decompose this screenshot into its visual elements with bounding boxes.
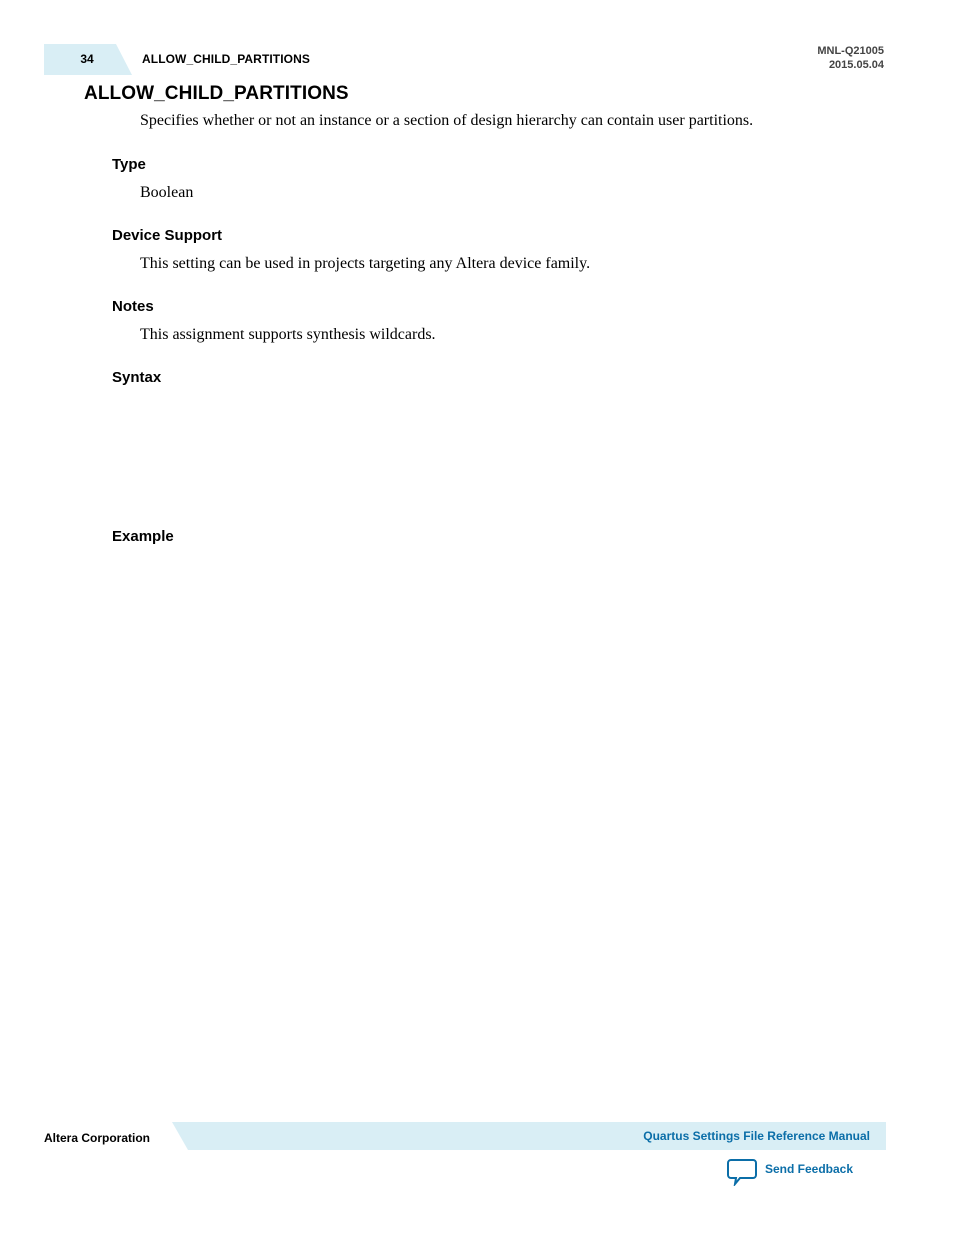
notes-body: This assignment supports synthesis wildcards. [140, 326, 436, 343]
syntax-heading: Syntax [112, 369, 162, 386]
device-support-body: This setting can be used in projects targeting any Altera device family. [140, 255, 591, 272]
document-id-block [817, 44, 884, 72]
type-body: Boolean [140, 184, 194, 201]
example-heading: Example [112, 528, 174, 545]
notes-heading: Notes [112, 298, 154, 315]
page-number: 34 [80, 52, 94, 66]
page-title: ALLOW_CHILD_PARTITIONS [84, 83, 349, 104]
company-name: Altera Corporation [44, 1131, 151, 1145]
document-id: MNL-Q21005 [817, 45, 884, 57]
description: Specifies whether or not an instance or a section of design hierarchy can contain user partitions. [140, 112, 754, 129]
send-feedback-label: Send Feedback [765, 1162, 854, 1176]
send-feedback-link[interactable] [727, 1158, 853, 1188]
speech-bubble-icon [727, 1158, 757, 1191]
running-title: ALLOW_CHILD_PARTITIONS [142, 52, 310, 66]
type-heading: Type [112, 156, 146, 173]
document-date: 2015.05.04 [828, 59, 884, 71]
manual-title: Quartus Settings File Reference Manual [643, 1129, 870, 1143]
device-support-heading: Device Support [112, 227, 223, 244]
